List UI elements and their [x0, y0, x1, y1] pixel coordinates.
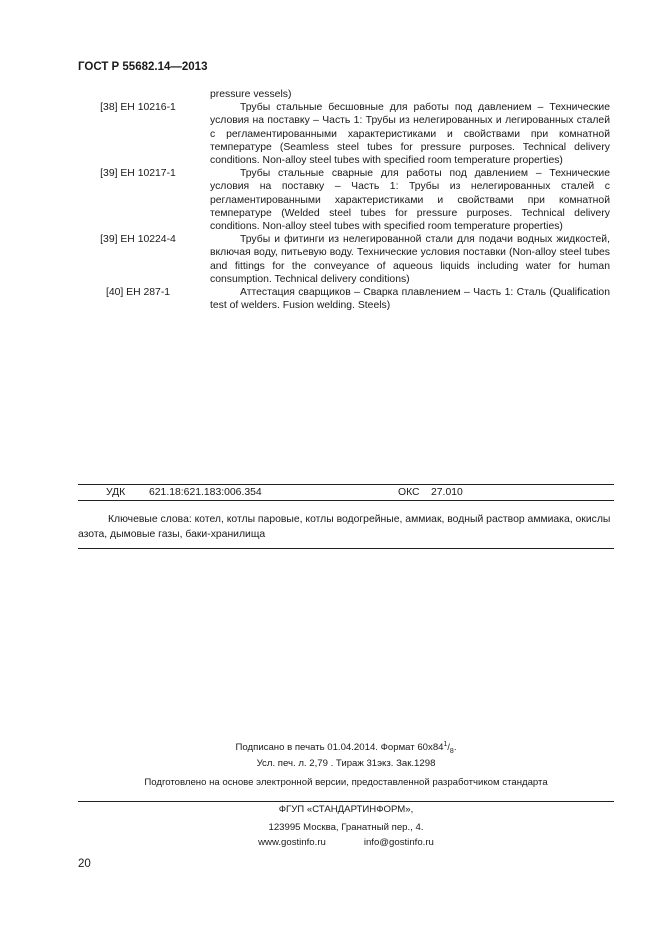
- reference-item: [78, 286, 610, 312]
- document-code: ГОСТ Р 55682.14—2013: [78, 61, 208, 73]
- reference-item: [78, 101, 610, 167]
- imprint-print-run: Усл. печ. л. 2,79 . Тираж 31экз. Зак.1298: [256, 758, 436, 769]
- format-denominator: 8: [449, 748, 454, 756]
- reference-text: Трубы стальные сварные для работы под давлением – Технические условия на поставку – Часть 1: Трубы из нелегированных сталей с регламентированными характеристиками и свойствами при комнатной температуре (Welded steel tubes for pressure purposes. Technical delivery conditions. Non-alloy steel tubes with specified room temperature properties): [210, 168, 610, 233]
- udc-label: УДК: [106, 487, 126, 498]
- reference-text: Трубы стальные бесшовные для работы под давлением – Технические условия на поставку – Часть 1: Трубы из нелегированных и легированных сталей с регламентированными характеристиками и свойствами при комнатной температуре (Seamless steel tubes for pressure purposes. Technical delivery conditions. Non-alloy steel tubes with specified room temperature properties): [210, 102, 610, 167]
- oks-label: ОКС: [398, 487, 420, 498]
- reference-item: [78, 233, 610, 286]
- reference-number: [39] ЕН 10224-4: [100, 234, 176, 246]
- imprint-signed: Подписано в печать 01.04.2014. Формат $60x84^1/_8$.: [235, 741, 457, 756]
- reference-text: Трубы и фитинги из нелегированной стали для подачи водных жидкостей, включая воду, питьевую воду. Технические условия поставки (Non-alloy steel tubes and fittings for the conveyance of aqueous liquids including water for human consumption. Technical delivery conditions): [210, 234, 610, 285]
- keywords: [78, 512, 614, 542]
- oks-value: 27.010: [431, 487, 463, 498]
- reference-number: [39] ЕН 10217-1: [100, 168, 176, 180]
- udc-value: 621.18:621.183:006.354: [149, 487, 262, 498]
- reference-text: Аттестация сварщиков – Сварка плавлением – Часть 1: Сталь (Qualification test of welders. Fusion welding. Steels): [210, 287, 610, 312]
- format-numerator: 1: [443, 741, 448, 748]
- reference-number: [38] ЕН 10216-1: [100, 102, 176, 114]
- keywords-rule: [78, 548, 614, 549]
- reference-continuation: pressure vessels): [210, 89, 292, 100]
- publisher-address: 123995 Москва, Гранатный пер., 4.: [268, 822, 424, 833]
- classification-top-rule: [78, 484, 614, 485]
- page-number: 20: [78, 858, 91, 870]
- signed-text: Подписано в печать 01.04.2014. Формат 60x84: [235, 742, 444, 754]
- reference-number: [40] ЕН 287-1: [105, 287, 171, 299]
- reference-item: [78, 167, 610, 233]
- imprint-rule: [78, 801, 614, 802]
- publisher-name: ФГУП «СТАНДАРТИНФОРМ»,: [278, 804, 414, 815]
- email-link[interactable]: info@gostinfo.ru: [363, 837, 434, 848]
- website-link[interactable]: www.gostinfo.ru: [258, 837, 326, 848]
- publisher-contacts: [78, 837, 614, 848]
- classification-bottom-rule: [78, 500, 614, 501]
- bibliography-list: [78, 88, 610, 312]
- imprint-prepared: Подготовлено на основе электронной версии, предоставленной разработчиком стандарта: [144, 777, 548, 788]
- keywords-text: Ключевые слова: котел, котлы паровые, котлы водогрейные, аммиак, водный раствор аммиака, окислы азота, дымовые газы, баки-хранилища: [78, 514, 611, 540]
